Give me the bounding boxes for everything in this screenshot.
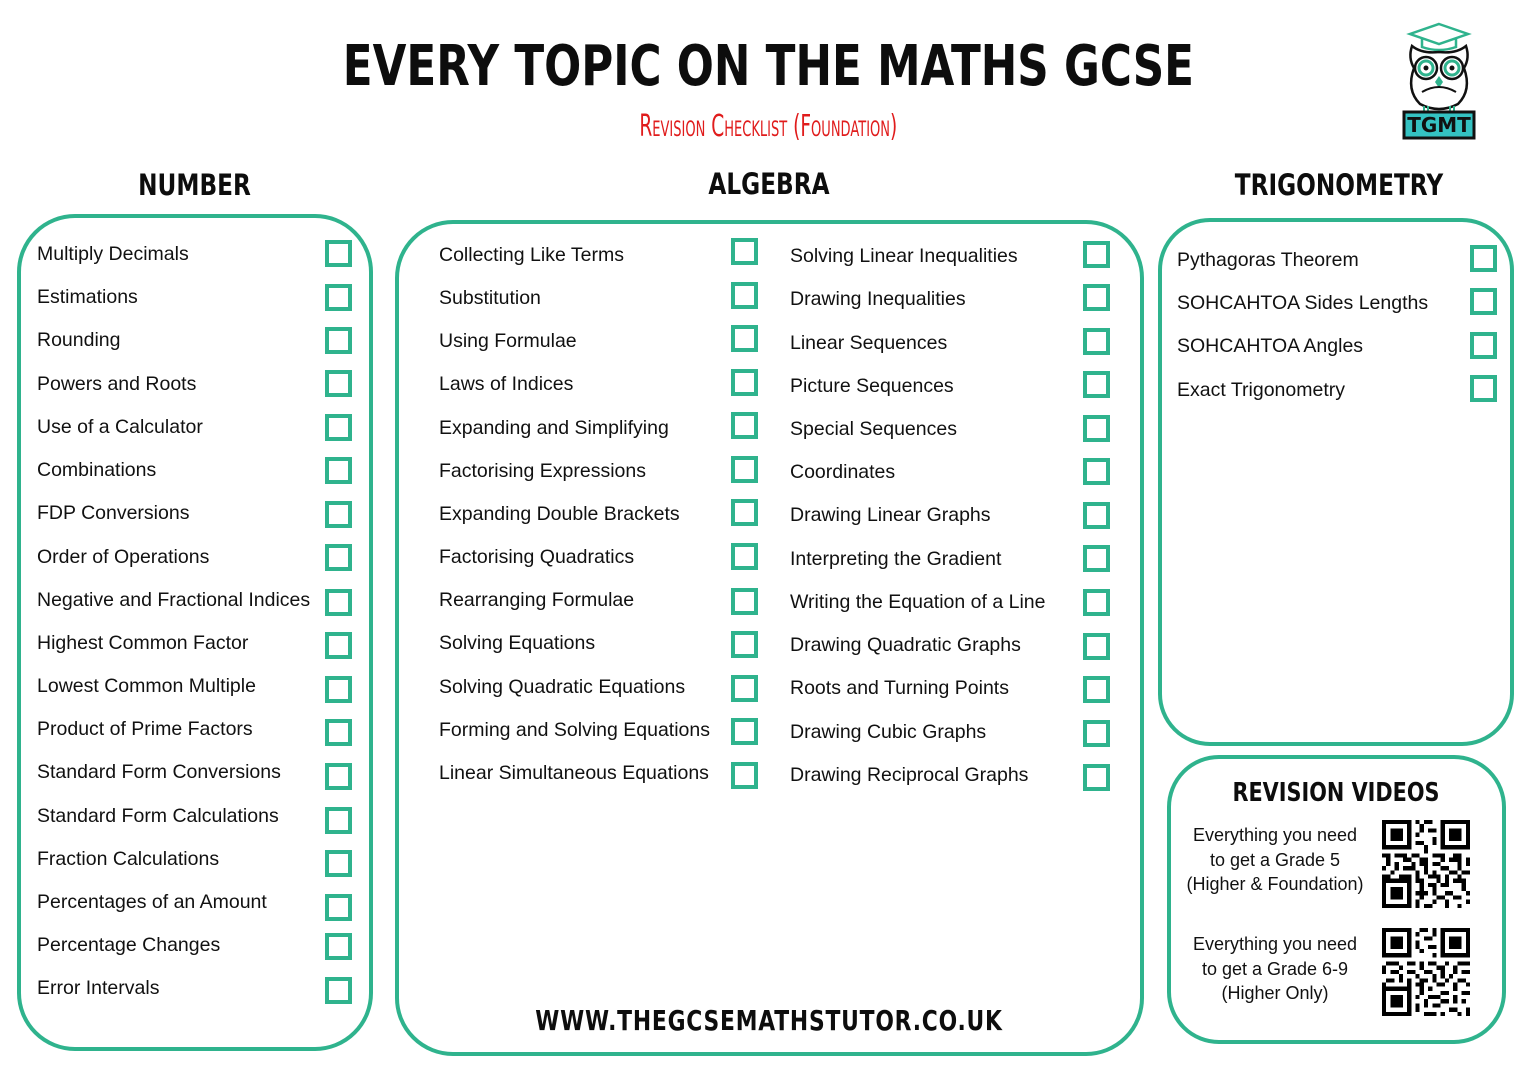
checklist-item-label: Drawing Cubic Graphs [790, 721, 987, 743]
checkbox[interactable] [325, 977, 352, 1004]
checkbox[interactable] [1083, 371, 1110, 398]
checklist-item-label: Roots and Turning Points [790, 677, 1009, 699]
checkbox[interactable] [731, 369, 758, 396]
section-heading-trigonometry: TRIGONOMETRY [1234, 168, 1444, 202]
video-description-grade6-9 [1175, 932, 1375, 1006]
checkbox[interactable] [731, 543, 758, 570]
checklist-item-label: Coordinates [790, 461, 896, 483]
checklist-item-label: Multiply Decimals [37, 243, 189, 265]
checkbox[interactable] [325, 632, 352, 659]
page-title: EVERY TOPIC ON THE MATHS GCSE [342, 34, 1195, 99]
checkbox[interactable] [325, 719, 352, 746]
checkbox[interactable] [325, 414, 352, 441]
checklist-item-label: Solving Quadratic Equations [439, 676, 686, 698]
checkbox[interactable] [1083, 720, 1110, 747]
checklist-item-label: Drawing Inequalities [790, 288, 966, 310]
video-description-grade5 [1175, 823, 1375, 897]
checklist-item-label: Lowest Common Multiple [37, 675, 256, 697]
video-text-line: to get a Grade 6-9 [1201, 958, 1349, 979]
checkbox[interactable] [1083, 328, 1110, 355]
checkbox[interactable] [325, 327, 352, 354]
checkbox[interactable] [325, 284, 352, 311]
checkbox[interactable] [325, 676, 352, 703]
checklist-item-label: Drawing Reciprocal Graphs [790, 764, 1029, 786]
checkbox[interactable] [1083, 589, 1110, 616]
video-text-line: (Higher Only) [1221, 983, 1329, 1003]
checkbox[interactable] [731, 238, 758, 265]
tgmt-owl-logo [1398, 20, 1480, 142]
checklist-item-label: Percentages of an Amount [37, 891, 267, 913]
checkbox[interactable] [731, 675, 758, 702]
checkbox[interactable] [325, 807, 352, 834]
checkbox[interactable] [1470, 375, 1497, 402]
checklist-item-label: Forming and Solving Equations [439, 719, 710, 741]
checklist-item-label: Use of a Calculator [37, 416, 203, 438]
checklist-item-label: Combinations [37, 459, 157, 481]
checkbox[interactable] [1470, 245, 1497, 272]
checklist-item-label: FDP Conversions [37, 502, 190, 524]
checkbox[interactable] [325, 589, 352, 616]
checkbox[interactable] [731, 325, 758, 352]
checkbox[interactable] [731, 412, 758, 439]
checklist-item-label: Laws of Indices [439, 373, 574, 395]
checklist-item-label: Rounding [37, 329, 121, 351]
checkbox[interactable] [1083, 241, 1110, 268]
checklist-item-label: Using Formulae [439, 330, 577, 352]
checkbox[interactable] [1083, 676, 1110, 703]
checkbox[interactable] [1083, 458, 1110, 485]
checkbox[interactable] [1083, 284, 1110, 311]
checklist-item-label: Highest Common Factor [37, 632, 249, 654]
page-subtitle: Revision Checklist (Foundation) [639, 109, 898, 144]
revision-videos-heading: REVISION VIDEOS [1232, 778, 1440, 808]
checkbox[interactable] [325, 544, 352, 571]
checklist-item-label: Product of Prime Factors [37, 718, 253, 740]
checklist-item-label: Drawing Quadratic Graphs [790, 634, 1021, 656]
checklist-item-label: Solving Equations [439, 632, 596, 654]
checkbox[interactable] [1083, 502, 1110, 529]
checkbox[interactable] [731, 718, 758, 745]
checklist-item-label: Special Sequences [790, 418, 957, 440]
checklist-item-label: SOHCAHTOA Sides Lengths [1177, 292, 1429, 314]
checklist-item-label: Solving Linear Inequalities [790, 245, 1018, 267]
checklist-item-label: Negative and Fractional Indices [37, 589, 311, 611]
video-text-line: to get a Grade 5 [1209, 849, 1341, 870]
checkbox[interactable] [1083, 545, 1110, 572]
checklist-item-label: Expanding and Simplifying [439, 417, 669, 439]
checklist-item-label: Factorising Expressions [439, 460, 646, 482]
checklist-item-label: Writing the Equation of a Line [790, 591, 1046, 613]
checklist-item-label: Powers and Roots [37, 373, 197, 395]
checklist-item-label: Expanding Double Brackets [439, 503, 680, 525]
checkbox[interactable] [731, 456, 758, 483]
checkbox[interactable] [325, 850, 352, 877]
website-url[interactable]: WWW.THEGCSEMATHSTUTOR.CO.UK [535, 1004, 1003, 1037]
checklist-item-label: Order of Operations [37, 546, 210, 568]
checkbox[interactable] [325, 457, 352, 484]
checkbox[interactable] [325, 763, 352, 790]
checkbox[interactable] [325, 933, 352, 960]
checkbox[interactable] [731, 499, 758, 526]
checklist-item-label: Drawing Linear Graphs [790, 504, 991, 526]
checkbox[interactable] [1083, 764, 1110, 791]
checkbox[interactable] [1470, 332, 1497, 359]
checklist-item-label: Linear Sequences [790, 332, 948, 354]
logo-text: TGMT [1407, 113, 1471, 137]
checkbox[interactable] [325, 370, 352, 397]
checklist-item-label: Standard Form Calculations [37, 805, 279, 827]
section-heading-number: NUMBER [138, 168, 251, 202]
checkbox[interactable] [325, 894, 352, 921]
checkbox[interactable] [731, 282, 758, 309]
checkbox[interactable] [1470, 288, 1497, 315]
video-text-line: Everything you need [1192, 825, 1358, 845]
checklist-item-label: Substitution [439, 287, 541, 309]
checkbox[interactable] [1083, 415, 1110, 442]
checkbox[interactable] [731, 588, 758, 615]
checklist-item-label: Rearranging Formulae [439, 589, 635, 611]
checkbox[interactable] [325, 501, 352, 528]
checklist-item-label: Factorising Quadratics [439, 546, 635, 568]
checklist-item-label: Interpreting the Gradient [790, 548, 1002, 570]
checklist-item-label: Picture Sequences [790, 375, 954, 397]
checklist-item-label: Estimations [37, 286, 138, 308]
checklist-item-label: Standard Form Conversions [37, 761, 281, 783]
qr-code-icon[interactable] [1382, 820, 1470, 908]
checklist-item-label: Percentage Changes [37, 934, 221, 956]
checklist-item-label: Exact Trigonometry [1177, 379, 1345, 401]
checkbox[interactable] [731, 631, 758, 658]
checkbox[interactable] [325, 240, 352, 267]
checkbox[interactable] [1083, 633, 1110, 660]
section-heading-algebra: ALGEBRA [708, 167, 830, 201]
checklist-item-label: Fraction Calculations [37, 848, 220, 870]
video-text-line: (Higher & Foundation) [1186, 874, 1364, 894]
checklist-item-label: Collecting Like Terms [439, 244, 624, 266]
video-text-line: Everything you need [1192, 934, 1358, 954]
checklist-item-label: Pythagoras Theorem [1177, 249, 1359, 271]
checklist-item-label: Linear Simultaneous Equations [439, 762, 709, 784]
checklist-item-label: SOHCAHTOA Angles [1177, 335, 1364, 357]
checkbox[interactable] [731, 762, 758, 789]
checklist-item-label: Error Intervals [37, 977, 160, 999]
qr-code-icon[interactable] [1382, 928, 1470, 1016]
